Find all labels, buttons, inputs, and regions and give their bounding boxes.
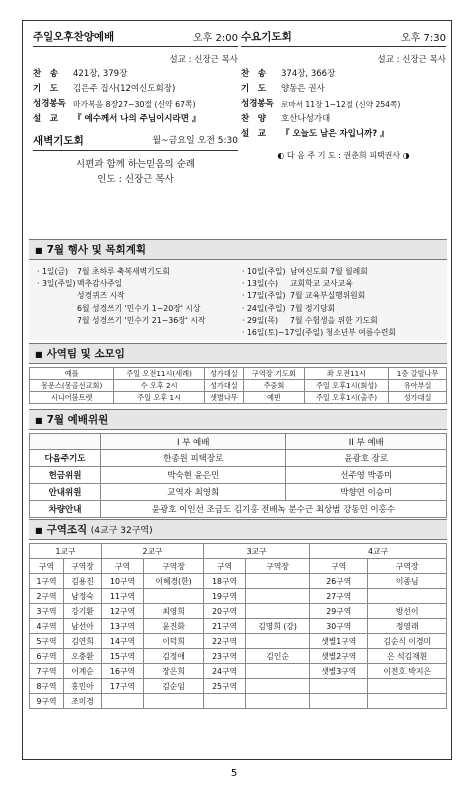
table-row xyxy=(30,694,447,709)
district-leader: 홍민아 xyxy=(63,679,101,694)
table-row: 안내위원 교역자 최영희 박향연 이승미 xyxy=(30,484,447,501)
districts-section xyxy=(29,519,447,709)
district-leader: 김순임 xyxy=(144,679,204,694)
event-item: · 16일(토)~17일(주일) 청소년부 여름수련회 xyxy=(242,328,396,338)
district-leader: 남정숙 xyxy=(63,589,101,604)
district-name xyxy=(310,694,368,709)
row-key: 설 교 xyxy=(241,129,266,139)
worship-table xyxy=(29,433,447,518)
district-leader: 이전호 박지은 xyxy=(368,664,447,679)
district-leader: 장은희 xyxy=(144,664,204,679)
district-leader xyxy=(246,604,310,619)
row-key: 찬 송 xyxy=(241,69,266,79)
table-row xyxy=(30,589,447,604)
district-name: 30구역 xyxy=(310,619,368,634)
district-leader: 윤진화 xyxy=(144,619,204,634)
district-name: 25구역 xyxy=(204,679,246,694)
dawn-header xyxy=(33,133,238,151)
table-row xyxy=(30,619,447,634)
district-leader: 김순식 이경미 xyxy=(368,634,447,649)
row-key: 성경봉독 xyxy=(33,99,66,109)
table-row xyxy=(30,649,447,664)
district-leader xyxy=(144,694,204,709)
teams-section xyxy=(29,343,447,404)
district-name: 샛별2구역 xyxy=(310,649,368,664)
table-row: 시니어붐트렛 주일 오후 1시 샛별나무 예빈 주일 오후1시(출주) 성가대실 xyxy=(30,392,447,404)
row-value: 김은주 집사(12여신도회장) xyxy=(73,84,176,94)
district-leader: 이덕희 xyxy=(144,634,204,649)
district-name: 29구역 xyxy=(310,604,368,619)
district-name: 27구역 xyxy=(310,589,368,604)
district-leader: 정영래 xyxy=(368,619,447,634)
sunday-row xyxy=(33,112,238,127)
event-item: · 3일(주일) 맥추감사주일 xyxy=(37,279,123,289)
wednesday-row xyxy=(241,127,446,142)
district-name: 24구역 xyxy=(204,664,246,679)
sunday-row xyxy=(33,97,238,112)
district-name: 16구역 xyxy=(102,664,144,679)
district-name: 8구역 xyxy=(30,679,64,694)
table-row: 다음주기도 한종원 피택장로 윤광호 장로 xyxy=(30,450,447,467)
square-bullet-icon: ■ xyxy=(35,526,43,535)
district-leader: 방선이 xyxy=(368,604,447,619)
table-row xyxy=(30,664,447,679)
district-name xyxy=(204,694,246,709)
event-item: · 1일(금) 7월 초하루 축복새벽기도회 xyxy=(37,267,170,276)
wednesday-row xyxy=(241,67,446,82)
row-key: 찬 양 xyxy=(241,114,266,124)
district-leader xyxy=(368,589,447,604)
worship-section xyxy=(29,409,447,518)
district-name: 10구역 xyxy=(102,574,144,589)
row-key: 기 도 xyxy=(33,84,58,94)
table-row: 몽운스(몽골선교회) 수 오후 2시 성가대실 주중회 주일 오후1시(회성) 유아부실 xyxy=(30,380,447,392)
row-key: 설 교 xyxy=(33,114,58,124)
wednesday-service-title: 수요기도회 xyxy=(241,31,292,43)
district-name: 2구역 xyxy=(30,589,64,604)
event-item: · 10일(주일) 남여신도회 7월 월례회 xyxy=(242,267,368,276)
teams-title: ■ 사역팀 및 소모임 xyxy=(29,343,447,364)
district-name: 23구역 xyxy=(204,649,246,664)
sunday-service xyxy=(33,29,238,187)
next-week-prayer: ◐ 다 음 주 기 도 : 권춘희 피택권사 ◑ xyxy=(277,151,410,160)
district-leader: 이종님 xyxy=(368,574,447,589)
dawn-time: 월~금요일 오전 5:30 xyxy=(152,136,238,146)
event-item: 7월 성경쓰기 '민수기 21~36장' 시작 xyxy=(77,315,206,325)
table-row xyxy=(30,634,447,649)
table-row: 예플 주일 오전11시(세례) 성가대실 구역장 기도회 좌 오전11시 1층 갈릴나무 xyxy=(30,368,447,380)
district-name: 20구역 xyxy=(204,604,246,619)
wednesday-row xyxy=(241,112,446,127)
district-leader: 김용진 xyxy=(63,574,101,589)
row-value: 『 예수께서 나의 주님이시라면 』 xyxy=(73,114,201,124)
wednesday-service xyxy=(241,29,446,161)
dawn-prayer xyxy=(33,133,238,187)
district-leader xyxy=(246,664,310,679)
table-row: 차량안내 윤광호 이인선 조금도 김기홍 전배녹 분수근 최상범 강동민 이홍수 xyxy=(30,501,447,518)
row-value: 호산나성가대 xyxy=(281,114,331,124)
district-leader: 최영희 xyxy=(144,604,204,619)
district-name: 15구역 xyxy=(102,649,144,664)
district-name xyxy=(102,694,144,709)
event-item: · 17일(주일) 7월 교육부실행위원회 xyxy=(242,291,366,301)
row-value: 로마서 11장 1~12절 (신약 254쪽) xyxy=(281,100,401,109)
district-leader: 은 석김재흰 xyxy=(368,649,447,664)
district-name: 3구역 xyxy=(30,604,64,619)
table-row xyxy=(30,604,447,619)
events-section xyxy=(29,239,447,340)
event-item: 6월 성경쓰기 '민수기 1~20장' 시상 xyxy=(77,303,201,313)
table-row xyxy=(30,679,447,694)
district-leader: 이혜경(한) xyxy=(144,574,204,589)
district-leader: 오충환 xyxy=(63,649,101,664)
districts-table xyxy=(29,543,447,709)
square-bullet-icon: ■ xyxy=(35,246,43,255)
row-value: 374장, 366장 xyxy=(281,69,336,79)
district-name: 5구역 xyxy=(30,634,64,649)
row-key: 기 도 xyxy=(241,84,266,94)
dawn-title: 새벽기도회 xyxy=(33,135,84,147)
district-name: 11구역 xyxy=(102,589,144,604)
district-leader xyxy=(246,589,310,604)
events-list xyxy=(29,260,447,340)
row-value: 마가복음 8장27~30절 (신약 67쪽) xyxy=(73,100,196,109)
district-leader xyxy=(368,679,447,694)
districts-title: ■ 구역조직 (4교구 32구역) xyxy=(29,519,447,540)
district-leader: 남선아 xyxy=(63,619,101,634)
dawn-leader: 인도 : 신장근 목사 xyxy=(97,174,174,185)
event-item: · 24일(주일) 7월 정기당회 xyxy=(242,303,336,313)
row-value: 양동은 권사 xyxy=(281,84,325,94)
sunday-preacher: 설교 : 신장근 목사 xyxy=(169,55,238,65)
district-name: 4구역 xyxy=(30,619,64,634)
district-name: 14구역 xyxy=(102,634,144,649)
district-name: 17구역 xyxy=(102,679,144,694)
district-leader: 이계순 xyxy=(63,664,101,679)
table-row: 헌금위원 박숙현 윤은민 선주영 박종미 xyxy=(30,467,447,484)
district-name: 7구역 xyxy=(30,664,64,679)
district-name: 13구역 xyxy=(102,619,144,634)
district-leader xyxy=(246,679,310,694)
district-name: 18구역 xyxy=(204,574,246,589)
table-header-row: 구역 구역장 구역 구역장 구역 구역장 구역 구역장 xyxy=(30,559,447,574)
dawn-body xyxy=(33,157,238,187)
district-name: 26구역 xyxy=(310,574,368,589)
wednesday-service-time: 오후 7:30 xyxy=(401,33,446,44)
table-header-row: I 부 예배 II 부 예배 xyxy=(30,434,447,450)
sunday-row xyxy=(33,82,238,97)
wednesday-service-header xyxy=(241,29,446,47)
event-item: 성경퀴즈 시작 xyxy=(77,291,125,301)
district-leader xyxy=(144,589,204,604)
events-right xyxy=(234,266,439,338)
table-header-row: 1교구 2교구 3교구 4교구 xyxy=(30,544,447,559)
district-name: 12구역 xyxy=(102,604,144,619)
event-item: · 29일(목) 7월 수험생을 위한 기도회 xyxy=(242,315,378,325)
row-key: 성경봉독 xyxy=(241,99,274,109)
row-value: 421장, 379장 xyxy=(73,69,128,79)
events-title: ■ 7월 행사 및 목회계획 xyxy=(29,239,447,260)
district-name: 샛별3구역 xyxy=(310,664,368,679)
page-number: 5 xyxy=(230,768,238,779)
district-name: 6구역 xyxy=(30,649,64,664)
district-name: 21구역 xyxy=(204,619,246,634)
table-row xyxy=(30,574,447,589)
teams-table xyxy=(29,367,447,404)
district-name xyxy=(310,679,368,694)
district-leader xyxy=(368,694,447,709)
events-left xyxy=(37,266,234,334)
event-item: · 13일(수) 교회학교 교사교육 xyxy=(242,279,353,289)
district-leader: 강기환 xyxy=(63,604,101,619)
wednesday-row xyxy=(241,97,446,112)
district-name: 19구역 xyxy=(204,589,246,604)
district-leader: 김정애 xyxy=(144,649,204,664)
row-key: 찬 송 xyxy=(33,69,58,79)
district-name: 9구역 xyxy=(30,694,64,709)
sunday-service-header xyxy=(33,29,238,47)
district-name: 샛별1구역 xyxy=(310,634,368,649)
district-leader: 조미경 xyxy=(63,694,101,709)
sunday-service-title: 주일오후찬양예배 xyxy=(33,31,115,43)
square-bullet-icon: ■ xyxy=(35,350,43,359)
district-leader xyxy=(246,634,310,649)
dawn-theme: 시편과 함께 하는믿음의 순례 xyxy=(75,159,196,170)
district-name: 1구역 xyxy=(30,574,64,589)
district-name: 22구역 xyxy=(204,634,246,649)
square-bullet-icon: ■ xyxy=(35,416,43,425)
wednesday-preacher: 설교 : 신장근 목사 xyxy=(377,55,446,65)
wednesday-row xyxy=(241,82,446,97)
row-value: 『 오늘도 남은 자입니까? 』 xyxy=(281,129,389,139)
district-leader xyxy=(246,574,310,589)
worship-title: ■ 7월 예배위원 xyxy=(29,409,447,430)
district-leader: 김인순 xyxy=(246,649,310,664)
district-leader xyxy=(246,694,310,709)
sunday-service-time: 오후 2:00 xyxy=(193,33,238,44)
district-leader: 김명희 (강) xyxy=(246,619,310,634)
bulletin-page xyxy=(22,20,452,760)
district-leader: 김연희 xyxy=(63,634,101,649)
sunday-row xyxy=(33,67,238,82)
